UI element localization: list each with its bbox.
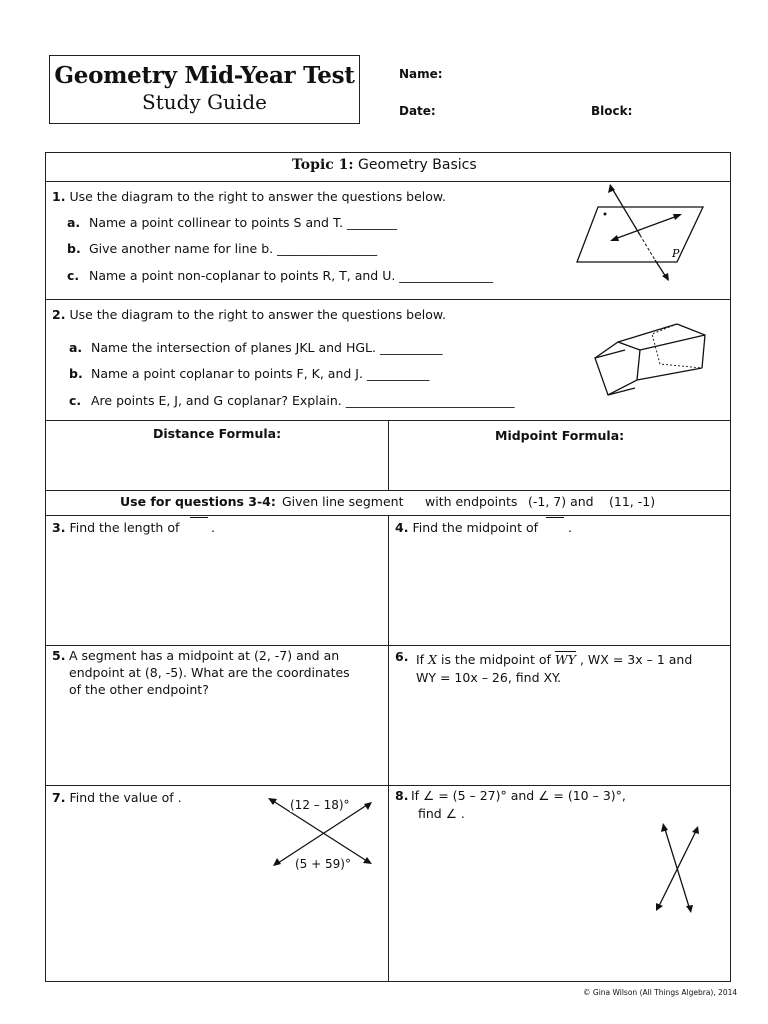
segment-bar [190, 517, 208, 518]
arrowhead-icon [661, 823, 668, 832]
q7-number: 7. [52, 790, 66, 805]
q2b-label: b. [69, 366, 83, 381]
q5-line2: endpoint at (8, -5). What are the coordinates [69, 665, 350, 680]
angle-top-label: (12 – 18)° [290, 798, 350, 812]
q6-number: 6. [395, 649, 409, 664]
q4-text: Find the midpoint of [412, 520, 538, 535]
segment-bar [546, 517, 564, 518]
intersecting-line [658, 829, 697, 908]
q34-endpoint1: (-1, 7) and [528, 494, 594, 509]
title-sub: Study Guide [142, 90, 267, 114]
midpoint-formula-label: Midpoint Formula: [495, 428, 625, 443]
prism-edge [640, 335, 705, 350]
q6-segment: $\overline{WY}$ [554, 652, 576, 667]
topic-label: Topic 1: [292, 157, 354, 173]
title-box [49, 55, 360, 124]
q1b-text: Give another name for line b. ________________ [89, 241, 378, 256]
block-label: Block: [591, 104, 633, 118]
column-divider [388, 420, 389, 490]
intersecting-lines-diagram [650, 820, 705, 915]
q1a-label: a. [67, 215, 81, 230]
arrowhead-icon [686, 905, 693, 913]
intersecting-line [664, 826, 690, 910]
q6-line2: WY = 10x – 26, find XY. [416, 670, 562, 685]
q2-number: 2. [52, 307, 66, 322]
q2a-label: a. [69, 340, 83, 355]
name-label: Name: [399, 67, 443, 81]
distance-formula-label: Distance Formula: [153, 426, 282, 441]
prism-diagram [590, 320, 720, 405]
q1c-label: c. [67, 268, 80, 283]
row-divider [46, 490, 730, 491]
point-dot [604, 213, 607, 216]
arrowhead-icon [363, 857, 372, 864]
arrowhead-icon [268, 798, 277, 805]
q8-line1: If ∠ = (5 – 27)° and ∠ = (10 – 3)°, [411, 788, 626, 803]
q2-intro [52, 307, 446, 322]
q34-header-text2: with endpoints [425, 494, 518, 509]
prism-edge [637, 368, 702, 380]
q4 [395, 520, 538, 535]
q8-line2: find ∠ . [418, 806, 465, 821]
topic-name: Geometry Basics [358, 157, 477, 173]
q34-header-bold: Use for questions 3-4: [120, 494, 276, 509]
q2-text: Use the diagram to the right to answer the questions below. [69, 307, 446, 322]
topic-heading [292, 157, 477, 173]
q1a-text: Name a point collinear to points S and T. ________ [89, 215, 398, 230]
q6-line1 [416, 652, 692, 667]
dashed-line [640, 235, 655, 260]
q6-x: X [428, 652, 437, 667]
line-segment [610, 185, 640, 235]
line-segment [612, 215, 680, 240]
prism-back-face [677, 324, 705, 368]
q5-line1: A segment has a midpoint at (2, -7) and an [69, 648, 340, 663]
q3-text: Find the length of [69, 520, 180, 535]
q2a-text: Name the intersection of planes JKL and HGL. __________ [91, 340, 443, 355]
q3-number: 3. [52, 520, 66, 535]
q8-number: 8. [395, 788, 409, 803]
prism-edge [608, 388, 635, 395]
row-divider [46, 299, 730, 300]
prism-front-face [595, 342, 640, 395]
q6-if: If [416, 652, 425, 667]
q34-endpoint2: (11, -1) [609, 494, 656, 509]
date-label: Date: [399, 104, 436, 118]
prism-edge [595, 350, 625, 358]
title-main: Geometry Mid-Year Test [54, 62, 355, 89]
arrowhead-icon [610, 235, 619, 241]
q5-number: 5. [52, 648, 66, 663]
plane-label: P [672, 247, 680, 260]
q6-rest: , WX = 3x – 1 and [579, 652, 693, 667]
q4-period: . [568, 520, 572, 535]
q3-period: . [211, 520, 215, 535]
arrowhead-icon [673, 214, 682, 220]
q2b-text: Name a point coplanar to points F, K, and J. __________ [91, 366, 430, 381]
q4-number: 4. [395, 520, 409, 535]
arrowhead-icon [692, 826, 699, 834]
q3 [52, 520, 179, 535]
q2c-text: Are points E, J, and G coplanar? Explain. ___________________________ [91, 393, 515, 408]
q1-text: Use the diagram to the right to answer the questions below. [69, 189, 446, 204]
q7-text: Find the value of . [69, 790, 182, 805]
column-divider [388, 515, 389, 981]
intersecting-line [275, 803, 370, 865]
q1-number: 1. [52, 189, 66, 204]
arrowhead-icon [662, 273, 669, 281]
q1b-label: b. [67, 241, 81, 256]
q6-mid: is the midpoint of [440, 652, 551, 667]
q5-line3: of the other endpoint? [69, 682, 209, 697]
prism-edge [618, 324, 677, 342]
copyright: © Gina Wilson (All Things Algebra), 2014 [583, 988, 738, 997]
q1-intro [52, 189, 446, 204]
q2c-label: c. [69, 393, 82, 408]
angle-bottom-label: (5 + 59)° [295, 857, 351, 871]
q34-header-text: Given line segment [282, 494, 404, 509]
q1c-text: Name a point non-coplanar to points R, T, and U. _______________ [89, 268, 494, 283]
plane-diagram [570, 180, 710, 285]
q7 [52, 790, 182, 805]
